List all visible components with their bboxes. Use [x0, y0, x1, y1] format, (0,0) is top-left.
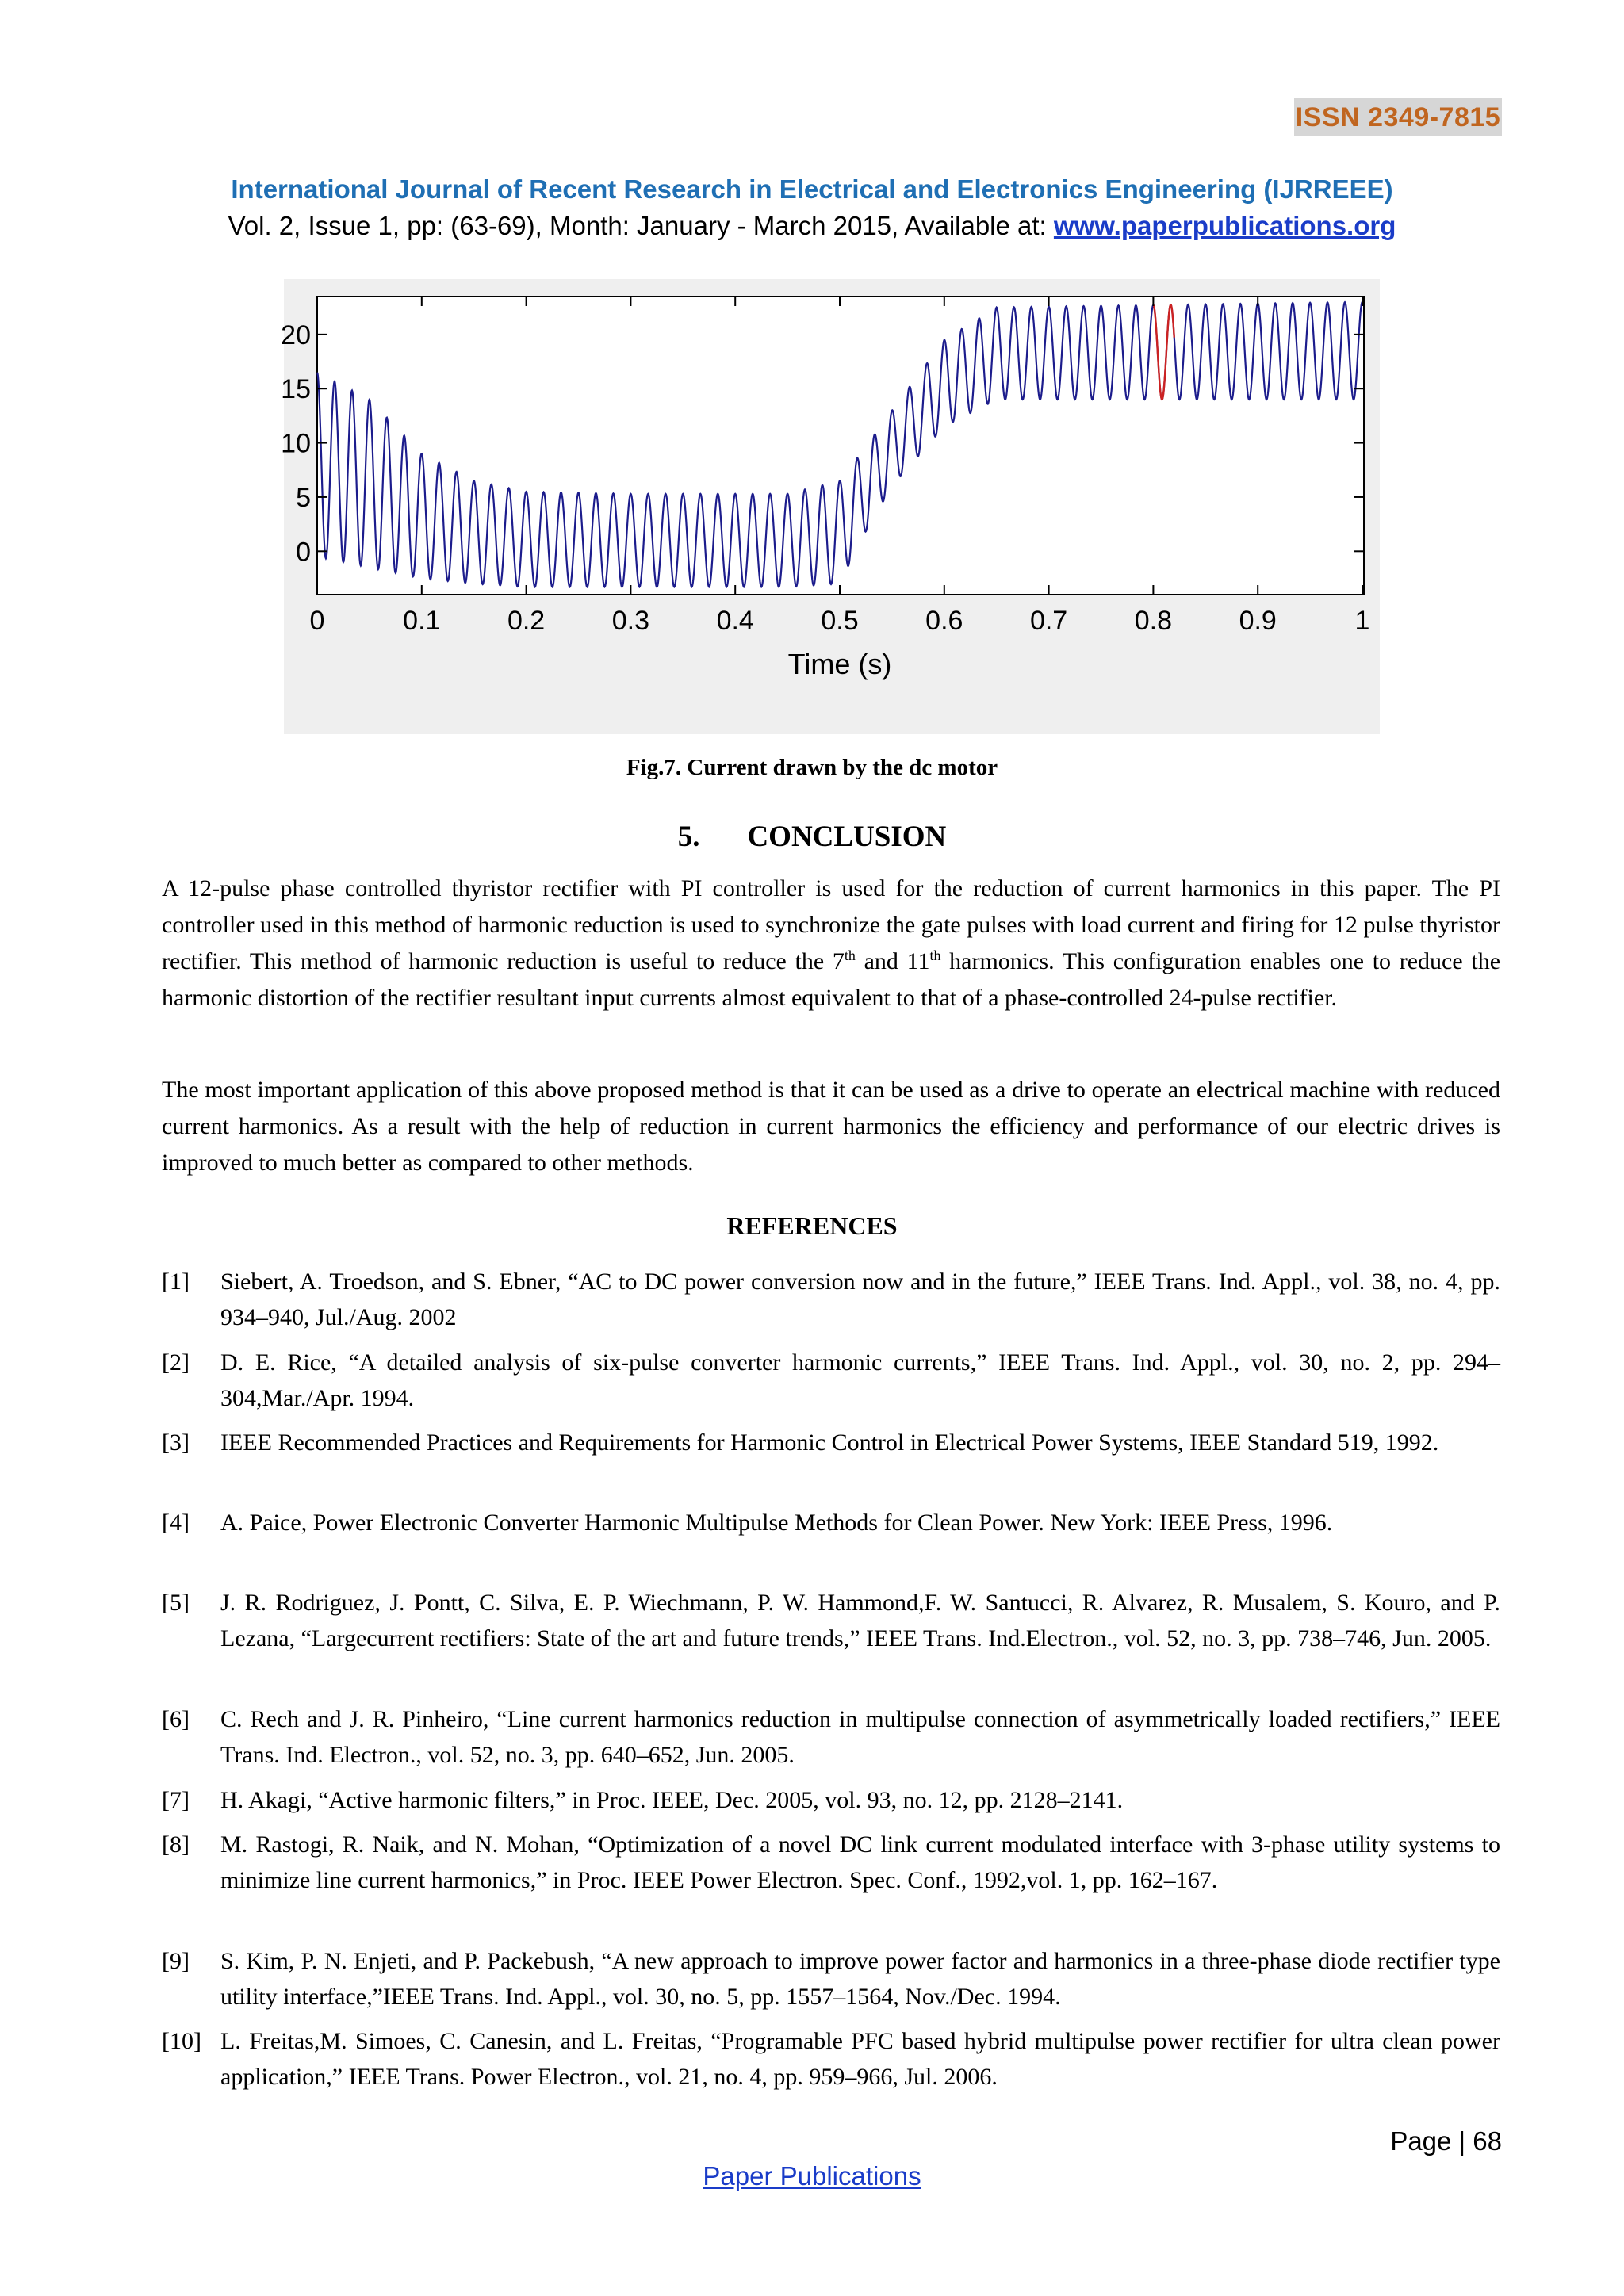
- journal-title: International Journal of Recent Research in Electrical and Electronics Engineering (IJRREEE): [231, 174, 1393, 204]
- reference-number: [10]: [162, 2028, 201, 2054]
- x-tick-label: 0.2: [507, 606, 546, 636]
- reference-item: [162, 1345, 1500, 1416]
- x-tick-label: 0.9: [1239, 606, 1277, 636]
- volume-line: [0, 208, 1624, 244]
- p1-text-c: harmonics. This configuration enables one to reduce the harmonic distortion of the rectifier resultant input currents almost equivalent to that of a phase-controlled 24-pulse rectifier.: [162, 948, 1501, 1011]
- section-title: CONCLUSION: [747, 821, 947, 853]
- reference-number: [9]: [162, 1948, 190, 1974]
- x-tick-label: 0.8: [1134, 606, 1173, 636]
- p1-superscript-1: th: [844, 947, 856, 963]
- reference-text: A. Paice, Power Electronic Converter Harmonic Multipulse Methods for Clean Power. New York: IEEE Press, 1996.: [220, 1510, 1333, 1536]
- reference-text: J. R. Rodriguez, J. Pontt, C. Silva, E. P. Wiechmann, P. W. Hammond,F. W. Santucci, R. Alvarez, R. Musalem, S. Kouro, and P. Lezana, “Largecurrent rectifiers: State of the art and future trends,” IEEE Trans. Ind.Electron., vol. 52, no. 3, pp. 738–746, Jun. 2005.: [220, 1590, 1500, 1651]
- x-tick-label: 0.7: [1029, 606, 1068, 636]
- reference-number: [3]: [162, 1429, 190, 1456]
- p1-text-b: and 11: [855, 948, 930, 974]
- plot-area: [317, 297, 1364, 595]
- reference-text: IEEE Recommended Practices and Requirements for Harmonic Control in Electrical Power Systems, IEEE Standard 519, 1992.: [220, 1429, 1439, 1456]
- p1-text-a: A 12-pulse phase controlled thyristor rectifier with PI controller is used for the reduction of current harmonics in this paper. The PI controller used in this method of harmonic reduction is used to synchronize the gate pulses with load current and firing for 12 pulse thyristor rectifier. This method of harmonic reduction is useful to reduce the 7: [162, 875, 1500, 974]
- reference-item: [162, 1505, 1500, 1540]
- reference-item: [162, 2023, 1500, 2095]
- reference-number: [4]: [162, 1510, 190, 1536]
- reference-number: [7]: [162, 1787, 190, 1813]
- y-tick-label: 0: [296, 537, 311, 568]
- x-tick-label: 0.4: [716, 606, 754, 636]
- reference-item: [162, 1827, 1500, 1898]
- section-number: 5.: [677, 821, 700, 853]
- reference-text: M. Rastogi, R. Naik, and N. Mohan, “Optimization of a novel DC link current modulated interface with 3-phase utility systems to minimize line current harmonics,” in Proc. IEEE Power Electron. Spec. Conf., 1992,vol. 1, pp. 162–167.: [220, 1831, 1500, 1893]
- x-tick-label: 0.6: [925, 606, 963, 636]
- website-link[interactable]: www.paperpublications.org: [1053, 211, 1396, 240]
- publisher-link[interactable]: Paper Publications: [703, 2161, 921, 2191]
- x-tick-label: 0.3: [611, 606, 650, 636]
- reference-number: [2]: [162, 1349, 190, 1376]
- reference-number: [5]: [162, 1590, 190, 1616]
- reference-number: [8]: [162, 1831, 190, 1858]
- reference-number: [6]: [162, 1706, 190, 1732]
- reference-text: C. Rech and J. R. Pinheiro, “Line current harmonics reduction in multipulse connection of asymmetrically loaded rectifiers,” IEEE Trans. Ind. Electron., vol. 52, no. 3, pp. 640–652, Jun. 2005.: [220, 1706, 1500, 1768]
- reference-item: [162, 1425, 1500, 1460]
- reference-item: [162, 1264, 1500, 1335]
- figure-caption: Fig.7. Current drawn by the dc motor: [626, 755, 998, 780]
- p1-superscript-2: th: [929, 947, 941, 963]
- current-chart: [281, 279, 1380, 734]
- conclusion-paragraph-1: [162, 871, 1500, 1016]
- reference-item: [162, 1701, 1500, 1773]
- reference-text: Siebert, A. Troedson, and S. Ebner, “AC to DC power conversion now and in the future,” IEEE Trans. Ind. Appl., vol. 38, no. 4, pp. 934–940, Jul./Aug. 2002: [220, 1269, 1500, 1330]
- reference-item: [162, 1943, 1500, 2015]
- reference-text: D. E. Rice, “A detailed analysis of six-pulse converter harmonic currents,” IEEE Trans. Ind. Appl., vol. 30, no. 2, pp. 294–304,Mar./Apr. 1994.: [220, 1349, 1500, 1411]
- y-tick-label: 20: [281, 320, 311, 350]
- volume-text: Vol. 2, Issue 1, pp: (63-69), Month: January - March 2015, Available at:: [228, 211, 1054, 240]
- page-number: Page | 68: [1390, 2126, 1502, 2156]
- publisher-footer: [0, 2161, 1624, 2191]
- reference-item: [162, 1585, 1500, 1656]
- y-tick-label: 5: [296, 482, 311, 513]
- section-heading: [0, 820, 1624, 854]
- x-axis-label: Time (s): [787, 648, 892, 680]
- reference-text: S. Kim, P. N. Enjeti, and P. Packebush, “A new approach to improve power factor and harmonics in a three-phase diode rectifier type utility interface,”IEEE Trans. Ind. Appl., vol. 30, no. 5, pp. 1557–1564, Nov./Dec. 1994.: [220, 1948, 1500, 2010]
- issn-badge: ISSN 2349-7815: [1294, 98, 1502, 136]
- references-heading: REFERENCES: [726, 1211, 898, 1240]
- y-tick-label: 15: [281, 374, 311, 405]
- reference-text: H. Akagi, “Active harmonic filters,” in Proc. IEEE, Dec. 2005, vol. 93, no. 12, pp. 2128–2141.: [220, 1787, 1124, 1813]
- x-tick-label: 0: [309, 606, 325, 636]
- reference-item: [162, 1782, 1500, 1818]
- conclusion-paragraph-2: The most important application of this above proposed method is that it can be used as a drive to operate an electrical machine with reduced current harmonics. As a result with the help of reduction in current harmonics the efficiency and performance of our electric drives is improved to much better as compared to other methods.: [162, 1077, 1500, 1176]
- x-tick-label: 0.1: [403, 606, 441, 636]
- x-tick-label: 0.5: [821, 606, 859, 636]
- y-tick-label: 10: [281, 428, 311, 459]
- reference-text: L. Freitas,M. Simoes, C. Canesin, and L. Freitas, “Programable PFC based hybrid multipulse power rectifier for ultra clean power application,” IEEE Trans. Power Electron., vol. 21, no. 4, pp. 959–966, Jul. 2006.: [220, 2028, 1500, 2090]
- reference-number: [1]: [162, 1269, 190, 1295]
- x-tick-label: 1: [1354, 606, 1370, 636]
